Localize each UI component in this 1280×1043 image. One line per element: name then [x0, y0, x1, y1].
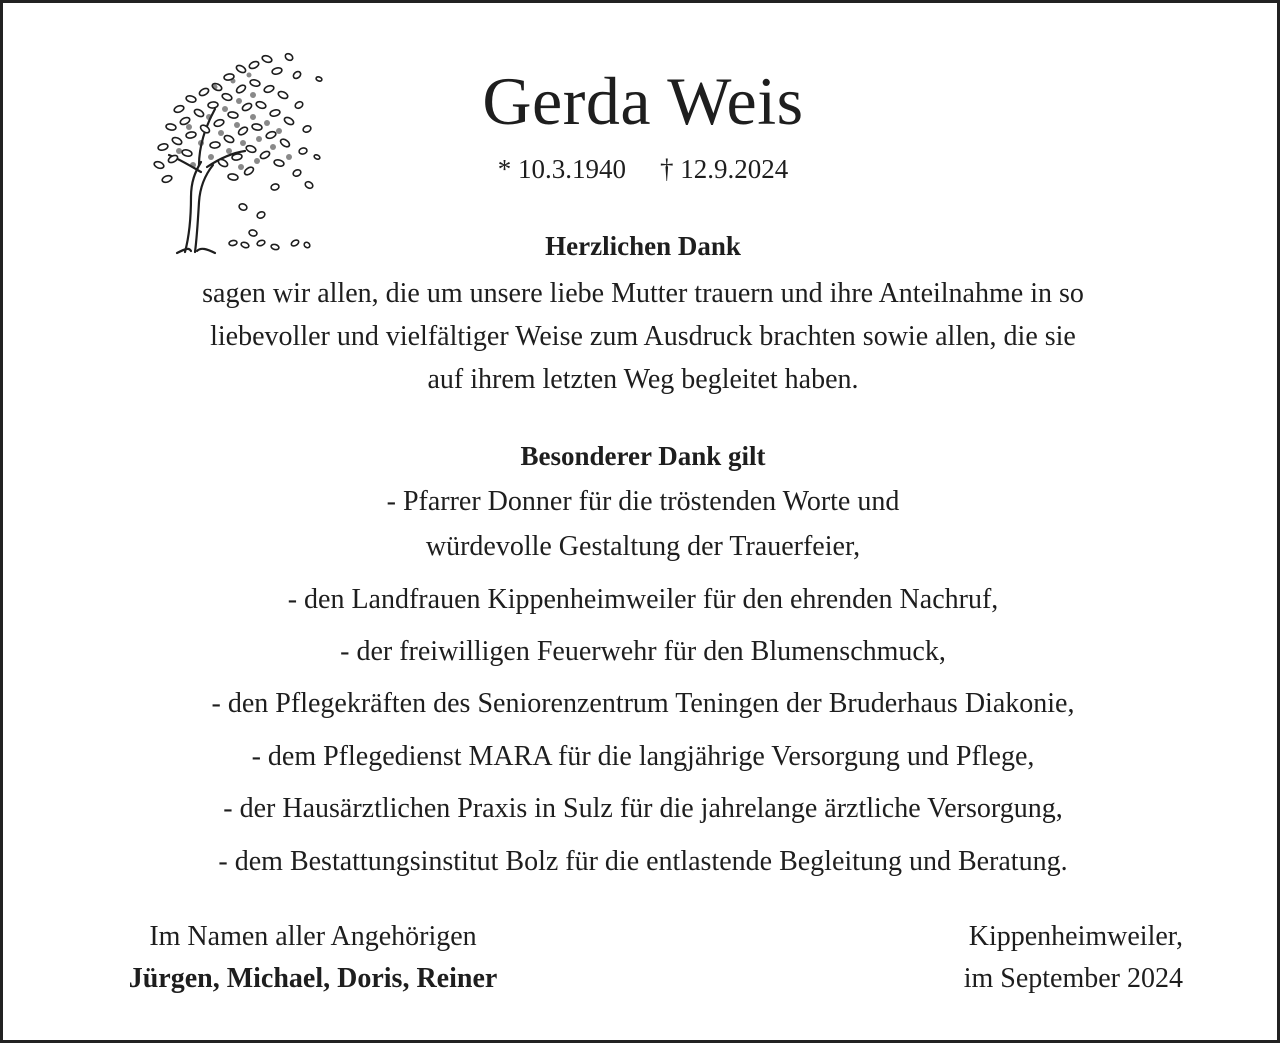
life-dates: [3, 151, 1280, 187]
place: Kippenheimweiler,: [968, 921, 1183, 952]
date-line: im September 2024: [963, 963, 1183, 994]
deceased-name: Gerda Weis: [482, 63, 804, 139]
death-date: † 12.9.2024: [660, 154, 789, 184]
thanks-heading: Herzlichen Dank: [545, 231, 741, 261]
special-thanks-item: - dem Bestattungsinstitut Bolz für die entlastende Begleitung und Beratung.: [218, 846, 1068, 877]
special-thanks-heading: Besonderer Dank gilt: [520, 441, 766, 471]
special-thanks-item: - der Hausärztlichen Praxis in Sulz für die jahrelange ärztliche Versorgung,: [223, 793, 1063, 824]
thanks-line: auf ihrem letzten Weg begleitet haben.: [427, 364, 859, 395]
thanks-line: sagen wir allen, die um unsere liebe Mutter trauern und ihre Anteilnahme in so: [202, 278, 1084, 309]
thanks-line: liebevoller und vielfältiger Weise zum Ausdruck brachten sowie allen, die sie: [210, 321, 1076, 352]
special-thanks-item: würdevolle Gestaltung der Trauerfeier,: [425, 531, 861, 562]
special-thanks-item: - dem Pflegedienst MARA für die langjährige Versorgung und Pflege,: [251, 741, 1035, 772]
special-thanks-item: - den Landfrauen Kippenheimweiler für den ehrenden Nachruf,: [287, 584, 999, 615]
birth-date: * 10.3.1940: [497, 154, 626, 184]
signature-intro: Im Namen aller Angehörigen: [149, 921, 477, 952]
special-thanks-item: - Pfarrer Donner für die tröstenden Worte und: [386, 486, 900, 517]
signature-names: Jürgen, Michael, Doris, Reiner: [128, 963, 498, 994]
special-thanks-item: - den Pflegekräften des Seniorenzentrum Teningen der Bruderhaus Diakonie,: [211, 688, 1075, 719]
special-thanks-item: - der freiwilligen Feuerwehr für den Blumenschmuck,: [340, 636, 946, 667]
